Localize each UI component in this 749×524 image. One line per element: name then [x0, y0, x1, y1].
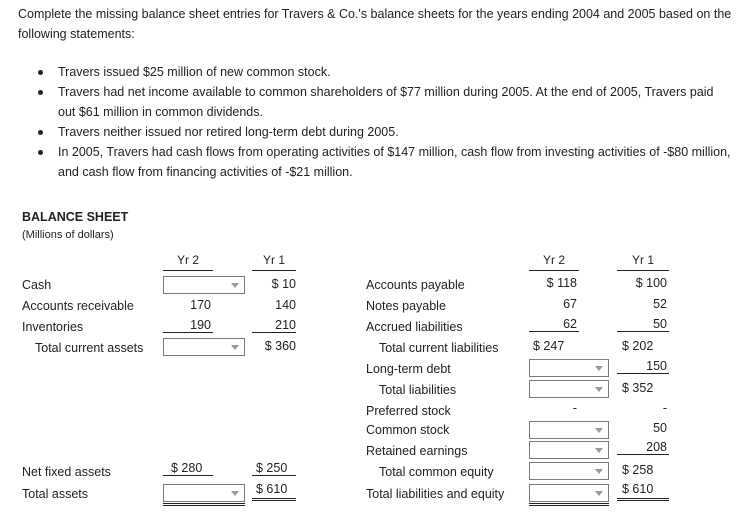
list-item: Travers neither issued nor retired long-term debt during 2005.: [34, 122, 734, 142]
nfa-yr2: $ 280: [163, 461, 213, 476]
ta-yr1: $ 610: [252, 482, 296, 501]
cash-yr2-select[interactable]: [163, 276, 245, 294]
chevron-down-icon: [228, 487, 242, 499]
cash-label: Cash: [22, 278, 52, 292]
tcl-yr2: $ 247: [533, 339, 565, 353]
tl-yr1: $ 352: [622, 381, 654, 395]
re-yr1: 208: [617, 440, 669, 455]
bullet-icon: [38, 150, 43, 155]
al-yr2: 62: [529, 317, 579, 332]
right-header-yr1: Yr 1: [617, 253, 669, 271]
ps-yr2: -: [572, 401, 577, 415]
list-item: Travers had net income available to common shareholders of $77 million during 2005. At the end of 2005, Travers paid out $61 million in common dividends.: [34, 82, 734, 122]
tl-label: Total liabilities: [379, 383, 457, 397]
al-yr1: 50: [617, 317, 669, 332]
al-label: Accrued liabilities: [366, 320, 463, 334]
tle-label: Total liabilities and equity: [366, 487, 505, 501]
tca-yr1: $ 360: [264, 339, 296, 353]
inv-yr2: 190: [163, 318, 213, 333]
tle-yr1: $ 610: [617, 482, 669, 501]
ap-yr2: $ 118: [546, 276, 577, 290]
list-item: Travers issued $25 million of new common stock.: [34, 62, 734, 82]
nfa-label: Net fixed assets: [22, 465, 111, 479]
nfa-yr1: $ 250: [252, 461, 296, 476]
list-item: In 2005, Travers had cash flows from operating activities of $147 million, cash flow from investing activities of -$80 million, and cash flow from financing activities of -$21 million.: [34, 142, 734, 182]
ap-label: Accounts payable: [366, 278, 465, 292]
ltd-yr2-select[interactable]: [529, 359, 609, 377]
chevron-down-icon: [592, 444, 606, 456]
ta-label: Total assets: [22, 487, 89, 501]
np-yr2: 67: [563, 297, 577, 311]
re-yr2-select[interactable]: [529, 441, 609, 459]
ar-label: Accounts receivable: [22, 299, 134, 313]
chevron-down-icon: [228, 341, 242, 353]
tcl-yr1: $ 202: [622, 339, 654, 353]
chevron-down-icon: [592, 487, 606, 499]
ltd-yr1: 150: [617, 359, 669, 374]
ar-yr1: 140: [275, 298, 296, 312]
np-yr1: 52: [653, 297, 667, 311]
tce-yr2-select[interactable]: [529, 462, 609, 480]
tca-yr2-select[interactable]: [163, 338, 245, 356]
sheet-title: BALANCE SHEET: [22, 210, 129, 224]
tce-label: Total common equity: [379, 465, 494, 479]
ltd-label: Long-term debt: [366, 362, 451, 376]
chevron-down-icon: [228, 279, 242, 291]
ta-yr2-double-rule: [163, 503, 245, 506]
left-header-yr1: Yr 1: [252, 253, 296, 271]
ps-yr1: -: [662, 401, 667, 415]
ta-yr2-select[interactable]: [163, 484, 245, 502]
tce-yr1: $ 258: [622, 463, 654, 477]
right-header-yr2: Yr 2: [529, 253, 579, 271]
tle-yr2-select[interactable]: [529, 484, 609, 502]
tle-yr2-double-rule: [529, 503, 609, 506]
bullet-icon: [38, 90, 43, 95]
tcl-label: Total current liabilities: [379, 341, 499, 355]
tl-yr2-select[interactable]: [529, 380, 609, 398]
cash-yr1: $ 10: [271, 277, 296, 291]
chevron-down-icon: [592, 465, 606, 477]
statement-list: [34, 62, 734, 182]
ps-label: Preferred stock: [366, 404, 451, 418]
bullet-icon: [38, 70, 43, 75]
instructions: Complete the missing balance sheet entries for Travers & Co.'s balance sheets for the years ending 2004 and 2005 based on the following statements:: [18, 7, 732, 41]
cs-yr1: 50: [653, 421, 667, 435]
tca-label: Total current assets: [35, 341, 144, 355]
inv-yr1: 210: [252, 318, 296, 333]
chevron-down-icon: [592, 362, 606, 374]
cs-yr2-select[interactable]: [529, 421, 609, 439]
bullet-icon: [38, 130, 43, 135]
np-label: Notes payable: [366, 299, 446, 313]
ar-yr2: 170: [190, 298, 211, 312]
re-label: Retained earnings: [366, 444, 468, 458]
chevron-down-icon: [592, 383, 606, 395]
inv-label: Inventories: [22, 320, 84, 334]
left-header-yr2: Yr 2: [163, 253, 213, 271]
cs-label: Common stock: [366, 423, 450, 437]
chevron-down-icon: [592, 424, 606, 436]
sheet-subtitle: (Millions of dollars): [22, 229, 114, 241]
ap-yr1: $ 100: [635, 276, 667, 290]
